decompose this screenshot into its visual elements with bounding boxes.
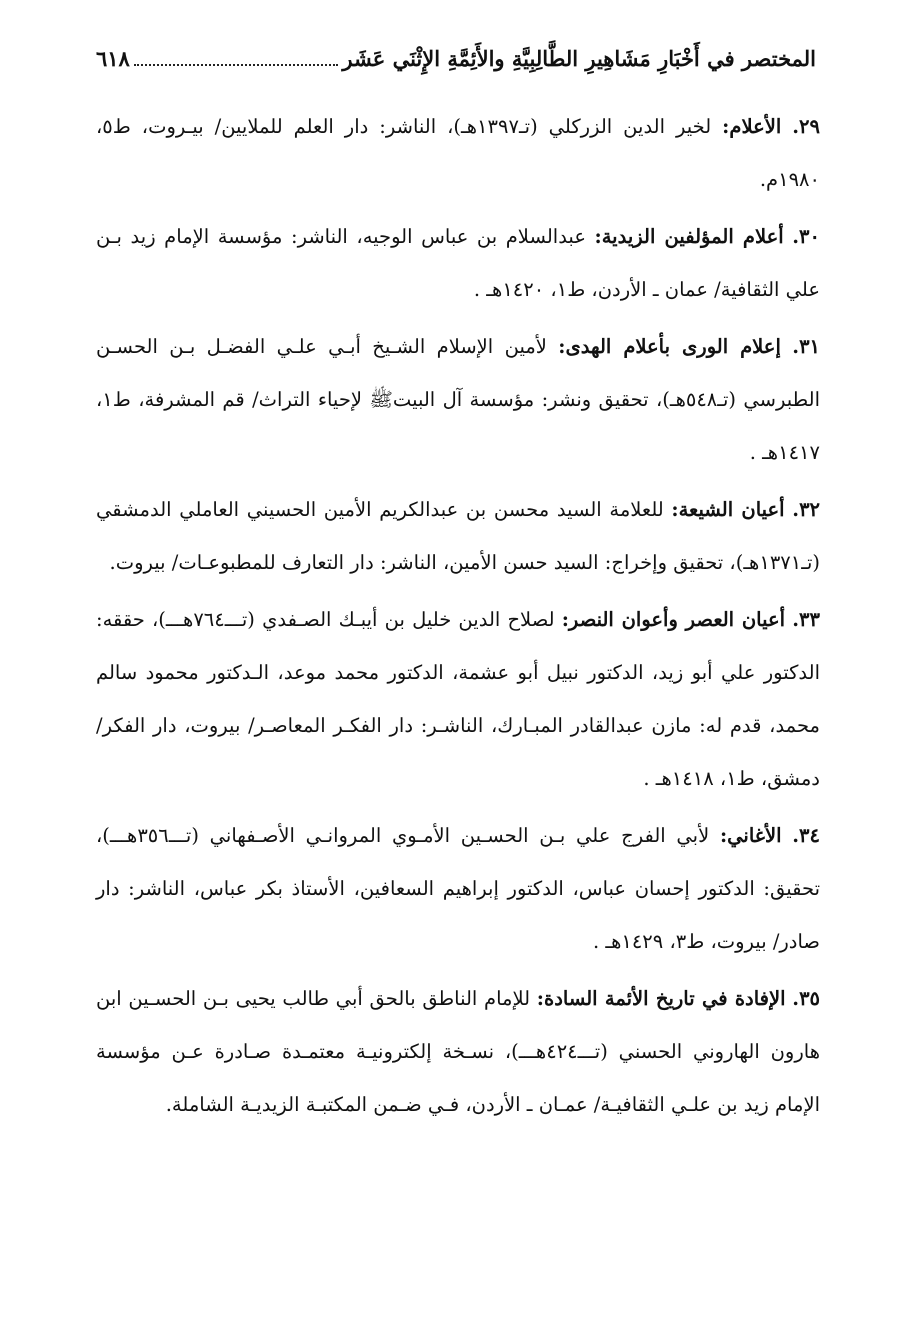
entry-number: ٣١. (792, 335, 821, 358)
entry-text: لأمين الإسلام الشـيخ أبـي علـي الفضـل بـن الحسـن الطبرسي (تـ٥٤٨هـ)، تحقيق ونشر: مؤسسة آل البيتﷺ لإحياء التراث/ قم المشرفة، ط١، ١٤١٧هـ . (96, 335, 820, 464)
entry-text: للإمام الناطق بالحق أبي طالب يحيى بـن الحسـين ابن هارون الهاروني الحسني (تـــ٤٢٤هـــ)، نسـخة إلكترونيـة معتمـدة صـادرة عـن مؤسسة الإمام زيد بن علـي الثقافيـة/ عمـان ـ الأردن، فـي ضـمن المكتبـة الزيديـة الشاملة. (96, 987, 820, 1116)
entry-number: ٣٤. (792, 824, 820, 847)
entry-text: لخير الدين الزركلي (تـ١٣٩٧هـ)، الناشر: دار العلم للملايين/ بيـروت، ط٥، ١٩٨٠م. (96, 115, 820, 191)
bibliography-entry (96, 483, 820, 589)
entry-number: ٣٢. (792, 498, 821, 521)
entry-title: أعيان الشيعة: (671, 498, 785, 521)
entry-title: الأعلام: (722, 115, 782, 138)
bibliography-entry (96, 100, 820, 206)
entry-title: الأغاني: (719, 824, 782, 847)
bibliography-list (96, 100, 820, 1135)
entry-text: عبدالسلام بن عباس الوجيه، الناشر: مؤسسة الإمام زيد بـن علي الثقافية/ عمان ـ الأردن، ط١، ١٤٢٠هـ . (96, 225, 820, 301)
entry-title: أعيان العصر وأعوان النصر: (561, 608, 786, 631)
bibliography-entry (96, 320, 820, 479)
entry-title: أعلام المؤلفين الزيدية: (594, 225, 784, 248)
entry-number: ٢٩. (792, 115, 820, 138)
entry-text: لصلاح الدين خليل بن أيبـك الصـفدي (تـــ٧٦٤هـــ)، حققه: الدكتور علي أبو زيد، الدكتور نبيل أبو عشمة، الدكتور محمد موعد، الـدكتور محمود سالم محمد، قدم له: مازن عبدالقادر المبـارك، الناشـر: دار الفكـر المعاصـر/ بيروت، دار الفكر/ دمشق، ط١، ١٤١٨هـ . (96, 608, 820, 790)
bibliography-entry (96, 809, 820, 968)
book-title: المختصر في أَخْبَارِ مَشَاهِيرِ الطَّالِبِيَّةِ والأَئِمَّةِ الإِثْنَي عَشَر (342, 46, 816, 71)
entry-text: لأبي الفرج علي بـن الحسـين الأمـوي المروانـي الأصـفهاني (تـــ٣٥٦هـــ)، تحقيق: الدكتور إحسان عباس، الدكتور إبراهيم السعافين، الأستاذ بكر عباس، الناشر: دار صادر/ بيروت، ط٣، ١٤٢٩هـ . (96, 824, 820, 953)
entry-text: للعلامة السيد محسن بن عبدالكريم الأمين الحسيني العاملي الدمشقي (تـ١٣٧١هـ)، تحقيق وإخراج: السيد حسن الأمين، الناشر: دار التعارف للمطبوعـات/ بيروت. (96, 498, 820, 574)
entry-title: الإفادة في تاريخ الأئمة السادة: (536, 987, 786, 1010)
running-header (96, 34, 816, 74)
bibliography-entry (96, 593, 820, 805)
entry-number: ٣٥. (792, 987, 821, 1010)
page-number: ٦١٨ (96, 46, 130, 71)
entry-title: إعلام الورى بأعلام الهدى: (558, 335, 781, 358)
entry-number: ٣٣. (792, 608, 820, 631)
leader-dots (134, 63, 339, 66)
bibliography-entry (96, 210, 820, 316)
bibliography-entry (96, 972, 820, 1131)
entry-number: ٣٠. (792, 225, 820, 248)
